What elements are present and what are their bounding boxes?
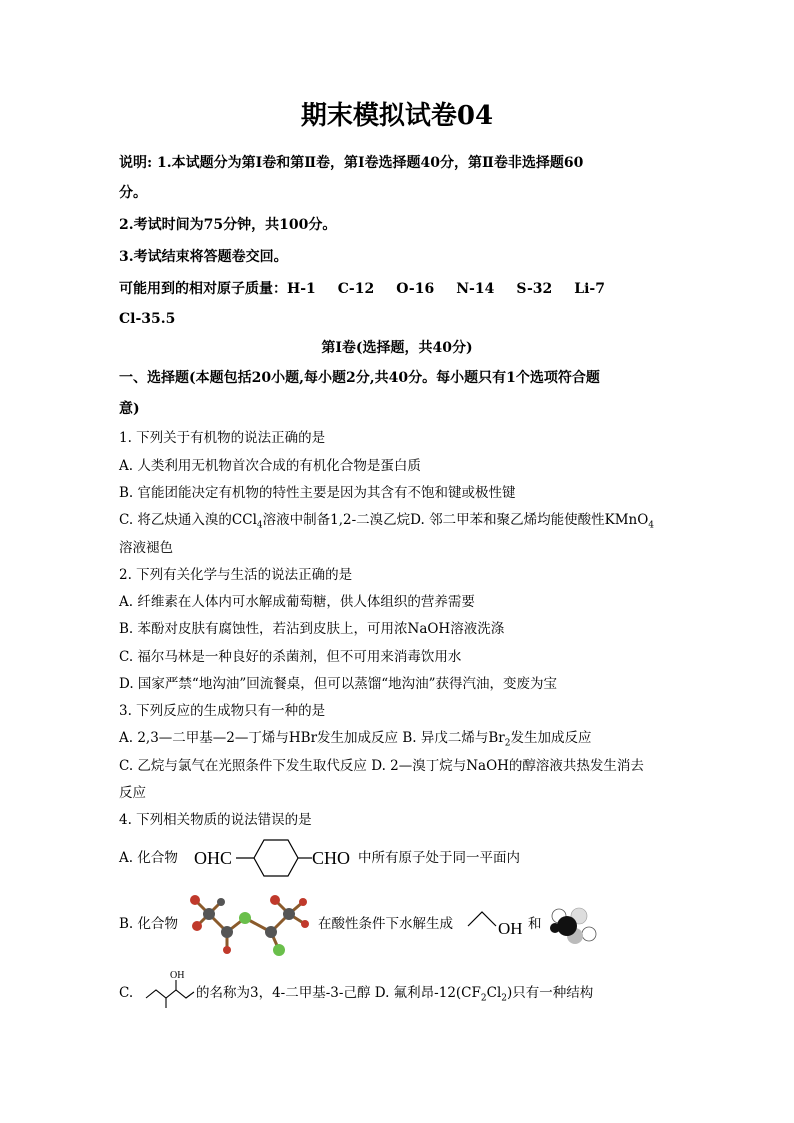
mass-c: C-12: [337, 281, 375, 297]
q4-option-b-label: B. 化合物: [119, 916, 179, 932]
q4-chlorine-symbol: Cl: [486, 985, 502, 1001]
q4-option-a-suffix: 中所有原子处于同一平面内: [358, 850, 520, 866]
mass-s: S-32: [516, 281, 553, 297]
carbon-atom: [203, 908, 215, 920]
dimethylhexanol-skeletal-structure: [144, 966, 196, 1010]
q2-option-c: C. 福尔马林是一种良好的杀菌剂，但不可用来消毒饮用水: [119, 649, 462, 665]
cyclohexane-ring: [254, 840, 298, 876]
part1-heading-cont: 意): [119, 401, 140, 417]
carbon-atom: [221, 926, 233, 938]
q2-option-b: B. 苯酚对皮肤有腐蚀性，若沾到皮肤上，可用浓NaOH溶液洗涤: [119, 621, 505, 637]
q1-option-c-text: C. 将乙炔通入溴的CCl: [119, 512, 257, 528]
aldehyde-group-left: OHC: [194, 848, 233, 868]
q2-option-a: A. 纤维素在人体内可水解成葡萄糖，供人体组织的营养需要: [119, 594, 475, 610]
q2-option-d: D. 国家严禁“地沟油”回流餐桌，但可以蒸馏“地沟油”获得汽油，变废为宝: [119, 676, 558, 692]
chlorine-atom: [239, 912, 251, 924]
q4-subscript: 2: [480, 993, 487, 1004]
instruction-line-1: 说明: 1.本试题分为第Ⅰ卷和第Ⅱ卷，第Ⅰ卷选择题40分，第Ⅱ卷非选择题60: [119, 155, 584, 171]
ethanol-skeletal-structure: [466, 904, 526, 940]
q4-option-cd-text: 的名称为3，4-二甲基-3-己醇 D. 氟利昂-12(CF: [196, 985, 481, 1001]
q1-option-cd-text: 溶液中制备1,2-二溴乙烷D. 邻二甲苯和聚乙烯均能使酸性KMnO: [262, 512, 649, 528]
q1-option-cd: [119, 510, 654, 536]
q4-option-b-and: 和: [528, 916, 542, 932]
carbon-atom: [265, 926, 277, 938]
mass-o: O-16: [396, 281, 435, 297]
q4-option-b-mid: 在酸性条件下水解生成: [318, 916, 453, 932]
q2-stem: 2. 下列有关化学与生活的说法正确的是: [119, 567, 353, 583]
dark-atom: [557, 916, 577, 936]
q3-option-b-suffix: 发生加成反应: [510, 730, 592, 746]
q3-option-cd: C. 乙烷与氯气在光照条件下发生取代反应 D. 2—溴丁烷与NaOH的醇溶液共热发生消去: [119, 758, 644, 774]
q4-option-d-suffix: )只有一种结构: [507, 985, 594, 1001]
q4-option-a-label: A. 化合物: [119, 850, 178, 866]
q4-subscript: 2: [501, 993, 507, 1004]
section-title: 第Ⅰ卷(选择题，共40分): [321, 340, 473, 356]
q1-subscript: 4: [648, 520, 655, 531]
instruction-line-3: 3.考试结束将答题卷交回。: [119, 249, 288, 265]
atomic-masses-cont: Cl-35.5: [119, 311, 176, 327]
mass-h: H-1: [287, 281, 316, 297]
mass-li: Li-7: [574, 281, 605, 297]
q3-stem: 3. 下列反应的生成物只有一种的是: [119, 703, 326, 719]
q1-option-b: B. 官能团能决定有机物的特性主要是因为其含有不饱和键或极性键: [119, 485, 516, 501]
atomic-masses-label: 可能用到的相对原子质量：: [119, 281, 287, 297]
oxygen-atom: [223, 946, 231, 954]
q3-option-ab: [119, 728, 591, 754]
cyclohexane-dialdehyde-structure: [192, 836, 358, 880]
hydroxyl-group: OH: [170, 970, 185, 981]
instruction-line-1-cont: 分。: [119, 185, 147, 201]
q3-subscript: 2: [504, 738, 511, 749]
page-title: 期末模拟试卷04: [300, 101, 494, 131]
instruction-line-2: 2.考试时间为75分钟，共100分。: [119, 217, 337, 233]
q4-stem: 4. 下列相关物质的说法错误的是: [119, 812, 312, 828]
oxygen-atom: [299, 898, 307, 906]
q1-subscript: 4: [256, 520, 263, 531]
chlorine-atom: [273, 944, 285, 956]
oxygen-atom: [190, 895, 200, 905]
part1-heading: 一、选择题(本题包括20小题,每小题2分,共40分。每小题只有1个选项符合题: [119, 370, 600, 386]
hydroxyl-group: OH: [498, 919, 523, 938]
mass-n: N-14: [456, 281, 495, 297]
hydrogen-atom: [582, 927, 596, 941]
dark-atom: [550, 923, 560, 933]
oxygen-atom: [301, 920, 309, 928]
oxygen-atom: [270, 895, 280, 905]
aldehyde-group-right: CHO: [312, 848, 351, 868]
q3-option-ab-text: A. 2,3—二甲基—2—丁烯与HBr发生加成反应 B. 异戊二烯与Br: [119, 730, 505, 746]
q1-stem: 1. 下列关于有机物的说法正确的是: [119, 430, 326, 446]
space-filling-molecule-model: [545, 906, 599, 946]
q1-option-cd-cont: 溶液褪色: [119, 540, 173, 556]
oxygen-atom: [192, 921, 202, 931]
ball-and-stick-molecule-model: [183, 892, 317, 960]
q4-option-c-label: C.: [119, 985, 134, 1001]
q3-option-cd-cont: 反应: [119, 785, 146, 801]
atomic-masses: [119, 279, 605, 299]
q4-option-cd: [196, 983, 593, 1009]
atom: [217, 898, 225, 906]
q1-option-a: A. 人类利用无机物首次合成的有机化合物是蛋白质: [119, 458, 421, 474]
carbon-atom: [283, 908, 295, 920]
